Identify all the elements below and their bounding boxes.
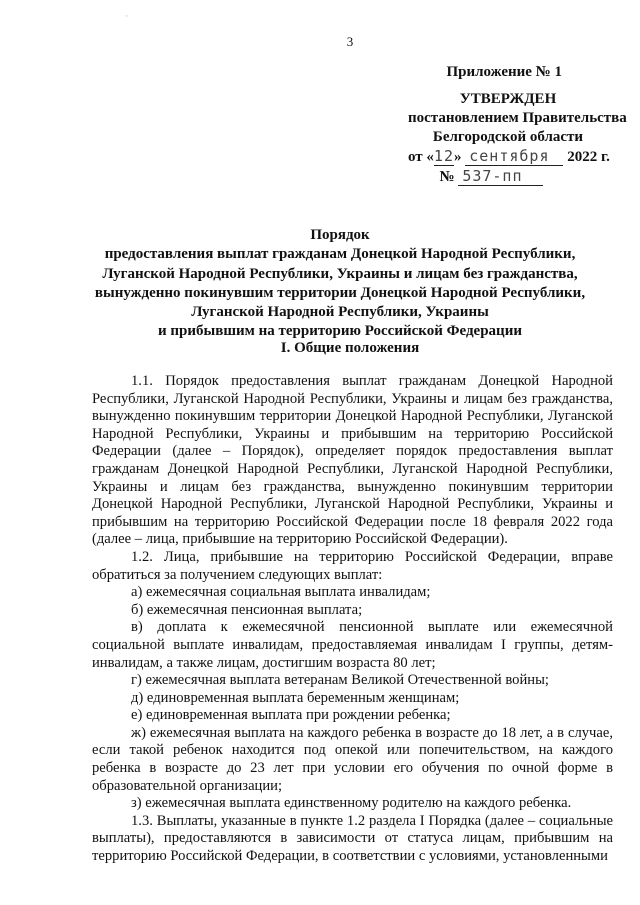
approval-year: 2022 г. <box>567 149 610 165</box>
paragraph-1-2: 1.2. Лица, прибывшие на территорию Российской Федерации, вправе обратиться за получением следующих выплат: <box>92 548 613 583</box>
approval-region: Белгородской области <box>432 129 584 145</box>
approval-date: от «12» сентября 2022 г. <box>408 147 610 165</box>
list-item-g: г) ежемесячная выплата ветеранам Великой Отечественной войны; <box>131 672 549 689</box>
appendix-label: Приложение № 1 <box>446 64 562 80</box>
approval-day: 12 <box>433 147 454 165</box>
approval-block <box>408 90 627 187</box>
list-item-d: д) единовременная выплата беременным женщинам; <box>131 689 460 706</box>
list-item-z: з) ежемесячная выплата единственному родителю на каждого ребенка. <box>131 795 572 812</box>
document-body <box>92 373 613 866</box>
title-line: Луганской Народной Республики, Украины и лицам без гражданства, <box>102 265 578 282</box>
approval-number-value: 537-пп <box>458 167 542 186</box>
section-heading: I. Общие положения <box>280 340 420 356</box>
list-item-zh: ж) ежемесячная выплата на каждого ребенка в возрасте до 18 лет, а в случае, если такой ребенок находится под опекой или попечительством, на каждого ребенка в возрасте до 23 лет при условии его обучения по очной форме в образовательной организации; <box>92 724 613 794</box>
approval-month: сентября <box>465 147 563 166</box>
paragraph-1-3: 1.3. Выплаты, указанные в пункте 1.2 раздела I Порядка (далее – социальные выплаты), предоставляются в зависимости от статуса лицам, прибывшим на территорию Российской Федерации, в соответствии с условиями, установленными <box>92 812 613 865</box>
approval-number: № 537-пп <box>374 167 608 187</box>
title-line: Порядок <box>310 227 370 243</box>
document-title <box>70 226 610 342</box>
approval-heading: УТВЕРЖДЕН <box>459 91 557 107</box>
corner-mark: ᵕ <box>125 12 129 21</box>
paragraph-1-1: 1.1. Порядок предоставления выплат гражданам Донецкой Народной Республики, Луганской Народной Республики, Украины и лицам без гражданства, вынужденно покинувшим территории Донецкой Народной Республики, Луганской Народной Республики, Украины и прибывшим на территорию Российской Федерации (далее – Порядок), определяет порядок предоставления выплат гражданам Донецкой Народной Республики, Луганской Народной Республики, Украины и лицам без гражданства, вынужденно покинувшим территории Донецкой Народной Республики, Луганской Народной Республики, Украины и прибывшим на территорию Российской Федерации после 18 февраля 2022 года (далее – лица, прибывшие на территорию Российской Федерации). <box>92 373 613 548</box>
title-line: предоставления выплат гражданам Донецкой Народной Республики, <box>104 246 576 263</box>
title-line: и прибывшим на территорию Российской Федерации <box>158 323 522 340</box>
list-item-e: е) единовременная выплата при рождении ребенка; <box>131 707 451 724</box>
list-item-v: в) доплата к ежемесячной пенсионной выплате или ежемесячной социальной выплате инвалидам, предоставляемая инвалидам I группы, детям-инвалидам, а также лицам, достигшим возраста 80 лет; <box>92 619 613 671</box>
title-line: вынужденно покинувшим территории Донецкой Народной Республики, <box>94 284 586 301</box>
title-line: Луганской Народной Республики, Украины <box>191 304 489 321</box>
approval-by: постановлением Правительства <box>408 110 627 126</box>
page-number: 3 <box>346 34 354 49</box>
list-item-b: б) ежемесячная пенсионная выплата; <box>131 601 363 618</box>
list-item-a: а) ежемесячная социальная выплата инвалидам; <box>131 584 431 601</box>
